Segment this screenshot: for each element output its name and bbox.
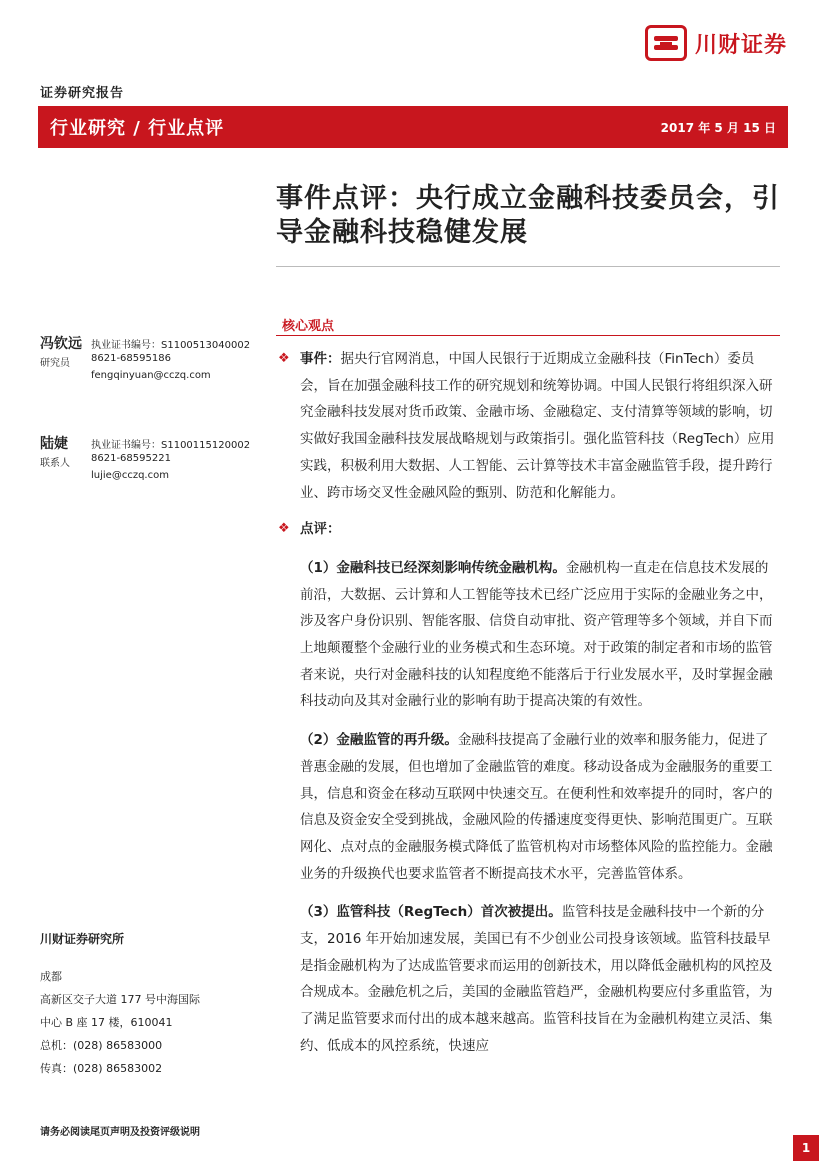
analyst-card xyxy=(40,433,260,493)
analyst-license: 执业证书编号：S1100115120002 xyxy=(91,440,251,451)
analyst-role: 研究员 xyxy=(40,358,70,369)
diamond-bullet-icon: ❖ xyxy=(278,351,290,366)
report-type: 证券研究报告 xyxy=(40,86,125,101)
paragraph xyxy=(276,727,780,887)
institute-address-line1: 高新区交子大道 177 号中海国际 xyxy=(40,993,200,1006)
report-category: 行业研究 / 行业点评 xyxy=(50,118,225,139)
paragraph-lead: （2）金融监管的再升级。 xyxy=(300,732,458,749)
report-body xyxy=(276,346,780,1060)
brand-name: 川财证券 xyxy=(694,32,787,58)
analyst-role: 联系人 xyxy=(40,458,70,469)
event-text: 据央行官网消息，中国人民银行于近期成立金融科技（FinTech）委员会，旨在加强金融科技工作的研究规划和统筹协调。中国人民银行将组织深入研究金融科技发展对货币政策、金融市场、金融稳定、支付清算等领域的影响，切实做好我国金融科技发展战略规划与政策指引。强化监管科技（RegTech）应用实践，积极利用大数据、人工智能、云计算等技术丰富金融监管手段，提升跨行业、跨市场交叉性金融风险的甄别、防范和化解能力。 xyxy=(300,351,775,501)
report-date: 2017 年 5 月 15 日 xyxy=(660,120,776,135)
brand-logo xyxy=(645,25,787,61)
analyst-phone: 8621-68595221 xyxy=(91,453,171,464)
paragraph-lead: （1）金融科技已经深刻影响传统金融机构。 xyxy=(300,559,566,576)
analyst-license: 执业证书编号：S1100513040002 xyxy=(91,340,251,351)
diamond-bullet-icon: ❖ xyxy=(278,521,290,537)
institute-city: 成都 xyxy=(40,970,62,983)
review-block xyxy=(276,516,780,543)
review-label: 点评： xyxy=(300,521,341,538)
paragraph-lead: （3）监管科技（RegTech）首次被提出。 xyxy=(300,904,562,921)
institute-name: 川财证券研究所 xyxy=(40,932,125,946)
analyst-phone: 8621-68595186 xyxy=(91,353,171,364)
paragraph xyxy=(276,899,780,1059)
paragraph-text: 金融机构一直走在信息技术发展的前沿，大数据、云计算和人工智能等技术已经广泛应用于实际的金融业务之中，涉及客户身份识别、智能客服、信贷自动审批、资产管理等多个领域，并自下而上地颠覆整个金融行业的业务模式和生态环境。对于政策的制定者和市场的监管者来说，央行对金融科技的认知程度绝不能落后于行业发展水平，及时掌握金融科技动向及其对金融行业的影响有助于提高决策的有效性。 xyxy=(300,559,773,710)
analyst-email[interactable]: fengqinyuan@cczq.com xyxy=(91,370,211,381)
brand-logo-icon xyxy=(645,25,687,61)
header-banner xyxy=(38,106,788,148)
analyst-email[interactable]: lujie@cczq.com xyxy=(91,470,169,481)
analyst-card xyxy=(40,333,260,393)
paragraph-text: 金融科技提高了金融行业的效率和服务能力，促进了普惠金融的发展，但也增加了金融监管的难度。移动设备成为金融服务的重要工具，信息和资金在移动互联网中快速交互。在便利性和效率提升的同时，客户的信息及资金安全受到挑战，金融风险的传播速度变得更快、影响范围更广。互联网化、点对点的金融服务模式降低了监管机构对市场整体风险的监控能力。金融业务的升级换代也要求监管者不断提高技术水平，完善监管体系。 xyxy=(300,732,773,882)
institute-fax: 传真：(028) 86583002 xyxy=(40,1062,163,1075)
page-title: 事件点评：央行成立金融科技委员会，引导金融科技稳健发展 xyxy=(276,183,780,248)
section-header-label: 核心观点 xyxy=(282,319,335,334)
event-block xyxy=(276,346,780,506)
section-header xyxy=(276,312,780,336)
title-divider xyxy=(276,266,780,267)
disclaimer: 请务必阅读尾页声明及投资评级说明 xyxy=(40,1127,200,1138)
institute-address-line2: 中心 B 座 17 楼，610041 xyxy=(40,1016,173,1029)
analyst-name: 陆婕 xyxy=(40,436,68,452)
paragraph-text: 监管科技是金融科技中一个新的分支，2016 年开始加速发展，美国已有不少创业公司投身该领域。监管科技最早是指金融机构为了达成监管要求而运用的创新技术，用以降低金融机构的风控及合规成本。金融危机之后，美国的金融监管趋严，金融机构要应付多重监管，为了满足监管要求而付出的成本越来越高。监管科技旨在为金融机构建立灵活、集约、低成本的风控系统，快速应 xyxy=(300,904,773,1054)
paragraph xyxy=(276,555,780,715)
analyst-name: 冯钦远 xyxy=(40,336,82,352)
institute-switchboard: 总机：(028) 86583000 xyxy=(40,1039,163,1052)
event-label: 事件： xyxy=(300,351,341,367)
page-number: 1 xyxy=(793,1135,819,1161)
